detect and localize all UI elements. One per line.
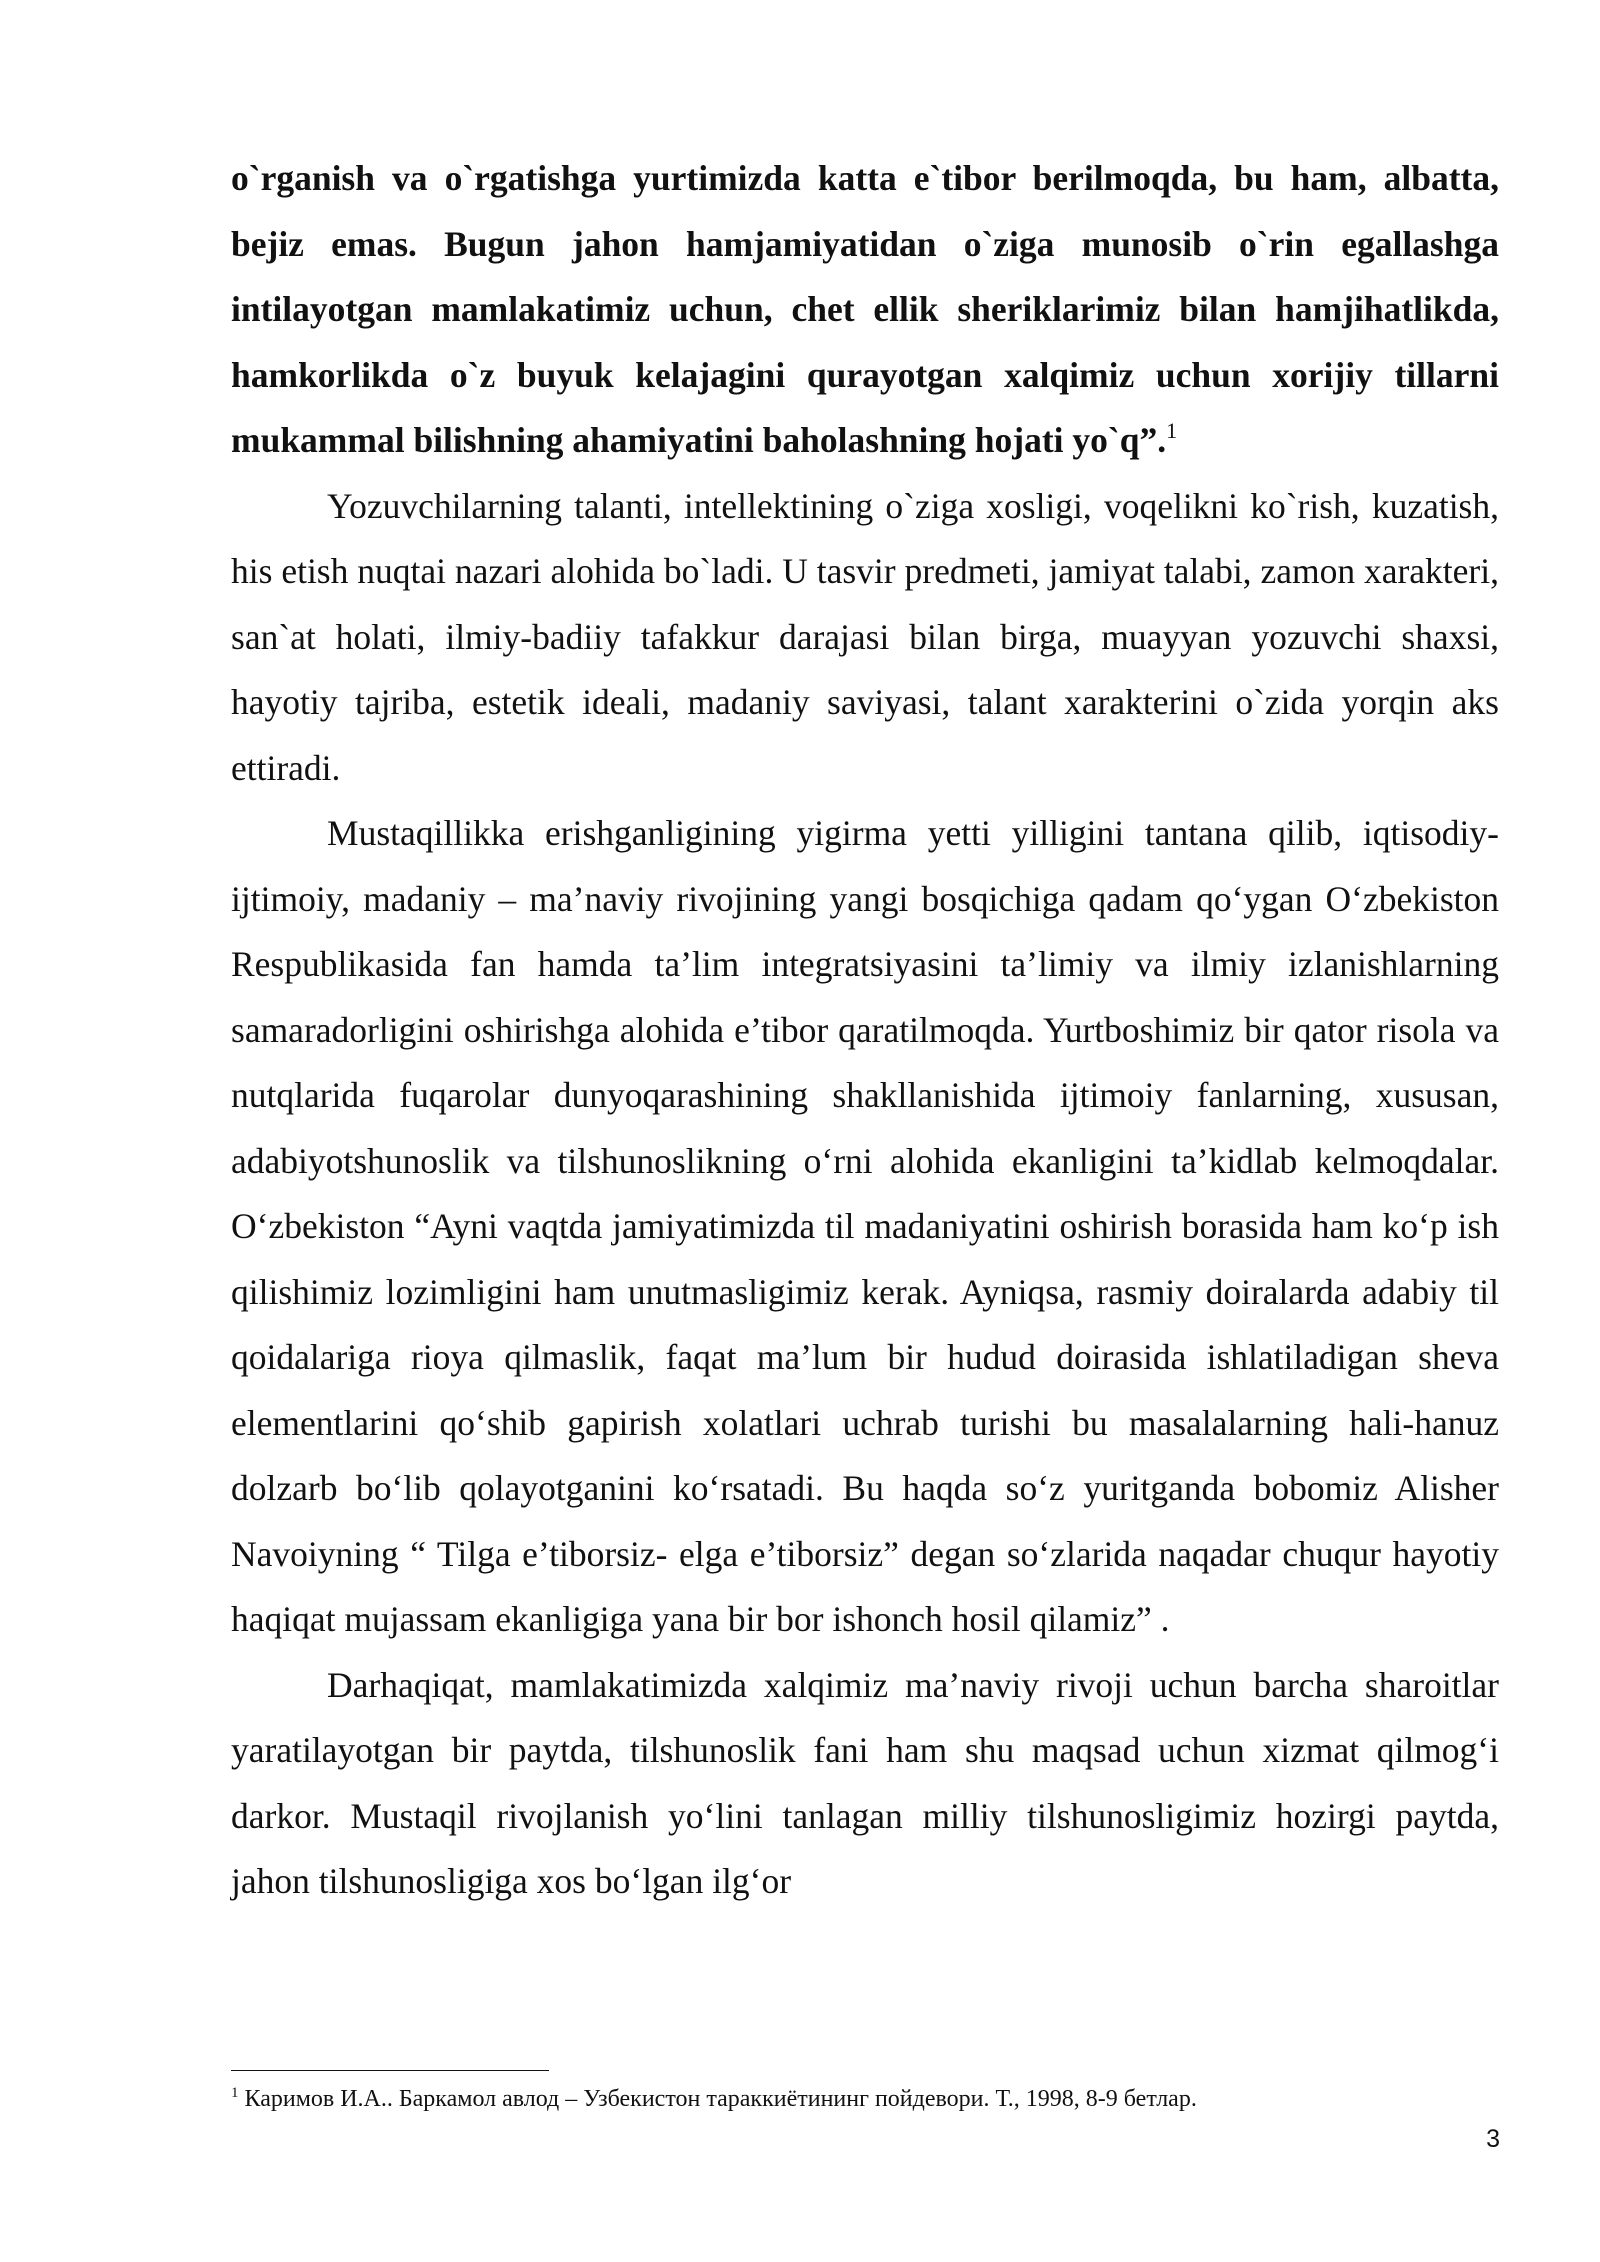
footnote-separator xyxy=(231,2070,549,2071)
footnote-reference[interactable]: 1 xyxy=(1166,418,1178,443)
footnote-number: 1 xyxy=(231,2085,239,2101)
paragraph-writers-talent xyxy=(231,474,1499,802)
paragraph-independence xyxy=(231,801,1499,1653)
paragraph-text: Mustaqillikka erishganligining yigirma yetti yilligini tantana qilib, iqtisodiy-ijtimoiy, madaniy – ma’naviy rivojining yangi bosqichiga qadam qo‘ygan O‘zbekiston Respublikasida fan hamda ta’lim integratsiyasini ta’limiy va ilmiy izlanishlarning samaradorligini oshirishga alohida e’tibor qaratilmoqda. Yurtboshimiz bir qator risola va nutqlarida fuqarolar dunyoqarashining shakllanishida ijtimoiy fanlarning, xususan, adabiyotshunoslik va tilshunoslikning o‘rni alohida ekanligini ta’kidlab kelmoqdalar. O‘zbekiston “Ayni vaqtda jamiyatimizda til madaniyatini oshirish borasida ham ko‘p ish qilishimiz lozimligini ham unutmasligimiz kerak. Ayniqsa, rasmiy doiralarda adabiy til qoidalariga rioya qilmaslik, faqat ma’lum bir hudud doirasida ishlatiladigan sheva elementlarini qo‘shib gapirish xolatlari uchrab turishi bu masalalarning hali-hanuz dolzarb bo‘lib qolayotganini ko‘rsatadi. Bu haqda so‘z yuritganda bobomiz Alisher Navoiyning “ Tilga e’tiborsiz- elga e’tiborsiz” degan so‘zlarida naqadar chuqur hayotiy haqiqat mujassam ekanligiga yana bir bor ishonch hosil qilamiz” . xyxy=(231,813,1499,1639)
paragraph-bold-quote xyxy=(231,146,1499,474)
footnote xyxy=(231,2082,1499,2116)
paragraph-linguistics xyxy=(231,1653,1499,1915)
paragraph-text: o`rganish va o`rgatishga yurtimizda katta e`tibor berilmoqda, bu ham, albatta, bejiz emas. Bugun jahon hamjamiyatidan o`ziga munosib o`rin egallashga intilayotgan mamlakatimiz uchun, chet ellik sheriklarimiz bilan hamjihatlikda, hamkorlikda o`z buyuk kelajagini qurayotgan xalqimiz uchun xorijiy tillarni mukammal bilishning ahamiyatini baholashning hojati yo`q”. xyxy=(231,158,1499,460)
page-number: 3 xyxy=(1486,2125,1500,2153)
paragraph-text: Darhaqiqat, mamlakatimizda xalqimiz ma’naviy rivoji uchun barcha sharoitlar yaratilayotgan bir paytda, tilshunoslik fani ham shu maqsad uchun xizmat qilmog‘i darkor. Mustaqil rivojlanish yo‘lini tanlagan milliy tilshunosligimiz hozirgi paytda, jahon tilshunosligiga xos bo‘lgan ilg‘or xyxy=(231,1664,1499,1901)
paragraph-text: Yozuvchilarning talanti, intellektining o`ziga xosligi, voqelikni ko`rish, kuzatish, his etish nuqtai nazari alohida bo`ladi. U tasvir predmeti, jamiyat talabi, zamon xarakteri, san`at holati, ilmiy-badiiy tafakkur darajasi bilan birga, muayyan yozuvchi shaxsi, hayotiy tajriba, estetik ideali, madaniy saviyasi, talant xarakterini o`zida yorqin aks ettiradi. xyxy=(231,485,1499,788)
footnote-text: Каримов И.А.. Баркамол авлод – Узбекистон тараккиётининг пойдевори. Т., 1998, 8-9 бетлар. xyxy=(244,2086,1197,2112)
main-text-block xyxy=(231,146,1499,1915)
